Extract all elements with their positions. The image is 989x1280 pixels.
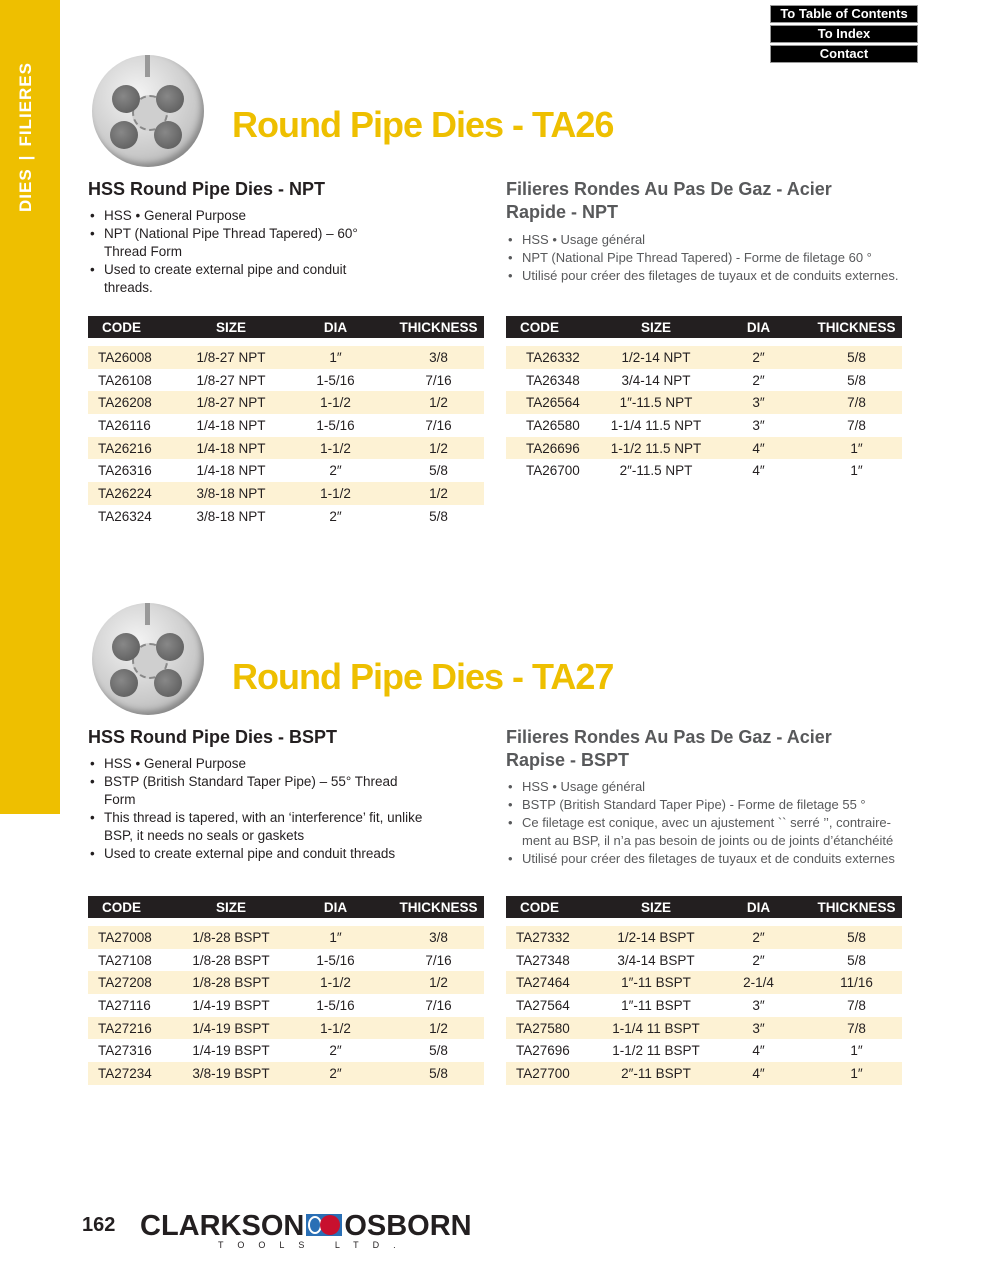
cell-dia: 2″ <box>329 508 342 524</box>
cell-size: 3/4-14 NPT <box>621 372 691 388</box>
table-header-row <box>88 896 484 918</box>
cell-thickness: 3/8 <box>393 926 484 949</box>
table-row <box>88 1062 484 1085</box>
column-header-code: CODE <box>88 316 184 338</box>
table-row <box>506 1062 902 1085</box>
cell-thickness: 7/8 <box>847 417 866 433</box>
cell-code: TA27116 <box>98 997 151 1013</box>
cell-size: 1/2-14 NPT <box>606 346 706 369</box>
table-row <box>88 369 484 392</box>
cell-dia: 4″ <box>752 463 765 479</box>
cell-thickness: 1/2 <box>393 482 484 505</box>
cell-dia: 2-1/4 <box>706 971 811 994</box>
cell-thickness: 1/2 <box>393 391 484 414</box>
section-title: Round Pipe Dies - TA27 <box>232 656 614 697</box>
cell-code: TA26216 <box>88 437 184 460</box>
cell-dia: 1-1/2 <box>278 1017 393 1040</box>
table-row <box>88 1017 484 1040</box>
cell-size: 1-1/4 11 BSPT <box>606 1017 706 1040</box>
table-row <box>88 1039 484 1062</box>
cell-dia: 1-1/2 <box>278 482 393 505</box>
cell-size: 3/8-18 NPT <box>184 482 278 505</box>
cell-thickness: 1/2 <box>393 971 484 994</box>
cell-dia: 1-1/2 <box>278 437 393 460</box>
cell-size: 1/4-19 BSPT <box>192 997 270 1013</box>
cell-thickness: 7/16 <box>425 372 452 388</box>
cell-thickness: 1″ <box>850 463 863 479</box>
section-title: Round Pipe Dies - TA26 <box>232 104 614 145</box>
cell-code: TA27208 <box>88 971 184 994</box>
cell-dia: 3″ <box>706 391 811 414</box>
column-header-code: CODE <box>88 896 184 918</box>
table-row <box>506 971 902 994</box>
cell-thickness: 5/8 <box>847 952 866 968</box>
column-header-size: SIZE <box>606 316 706 338</box>
table-row <box>88 971 484 994</box>
cell-thickness: 5/8 <box>429 1043 448 1059</box>
cell-thickness: 5/8 <box>393 1062 484 1085</box>
table-row <box>88 459 484 482</box>
cell-size: 1/4-18 NPT <box>196 463 266 479</box>
cell-size: 1-1/2 11 BSPT <box>612 1043 700 1059</box>
cell-size: 1/4-19 BSPT <box>192 1043 270 1059</box>
column-header-thickness: THICKNESS <box>393 316 484 338</box>
table-row <box>88 482 484 505</box>
table-row <box>506 346 902 369</box>
brand-tagline: TOOLS LTD. <box>218 1240 410 1250</box>
column-header-thickness: THICKNESS <box>393 896 484 918</box>
cell-dia: 2″ <box>752 952 765 968</box>
table-row <box>88 994 484 1017</box>
cell-dia: 2″ <box>329 463 342 479</box>
column-header-code: CODE <box>506 316 606 338</box>
cell-size: 1/2-14 BSPT <box>606 926 706 949</box>
cell-thickness: 5/8 <box>811 346 902 369</box>
sidebar-label-en: DIES <box>16 168 35 212</box>
cell-thickness: 1/2 <box>393 1017 484 1040</box>
table-row <box>506 369 902 392</box>
cell-size: 1/8-27 NPT <box>184 346 278 369</box>
table-row <box>88 926 484 949</box>
column-header-size: SIZE <box>606 896 706 918</box>
feature-list-fr <box>506 778 916 868</box>
table-row <box>88 949 484 972</box>
nav-links <box>770 5 918 65</box>
cell-dia: 1-5/16 <box>316 372 355 388</box>
cell-code: TA26324 <box>98 508 152 524</box>
cell-dia: 4″ <box>706 437 811 460</box>
column-header-dia: DIA <box>706 896 811 918</box>
cell-dia: 3″ <box>752 997 765 1013</box>
cell-code: TA26332 <box>506 346 606 369</box>
cell-code: TA26108 <box>98 372 152 388</box>
table-row <box>506 1039 902 1062</box>
cell-size: 1-1/2 11.5 NPT <box>606 437 706 460</box>
cell-thickness: 1″ <box>850 1043 863 1059</box>
cell-size: 1/4-18 NPT <box>184 437 278 460</box>
round-die-image <box>92 603 204 715</box>
column-header-size: SIZE <box>184 316 278 338</box>
cell-thickness: 11/16 <box>811 971 902 994</box>
section-heading-en: HSS Round Pipe Dies - NPT <box>88 179 326 199</box>
feature-list-fr <box>506 231 926 285</box>
cell-dia: 3″ <box>706 1017 811 1040</box>
index-link[interactable]: To Index <box>770 25 918 43</box>
cell-thickness: 5/8 <box>429 508 448 524</box>
table-row <box>506 459 902 482</box>
cell-thickness: 7/16 <box>425 417 452 433</box>
cell-dia: 1-1/2 <box>278 971 393 994</box>
cell-thickness: 7/16 <box>425 952 452 968</box>
table-row <box>88 437 484 460</box>
spec-table-ta26-right <box>506 316 902 482</box>
cell-size: 1/8-28 BSPT <box>192 952 270 968</box>
feature-list-en <box>88 755 428 863</box>
cell-dia: 1-5/16 <box>316 417 355 433</box>
column-header-thickness: THICKNESS <box>811 316 902 338</box>
table-row <box>88 505 484 528</box>
brand-name-left: CLARKSON <box>140 1210 305 1242</box>
table-of-contents-link[interactable]: To Table of Contents <box>770 5 918 23</box>
cell-code: TA27108 <box>98 952 152 968</box>
feature-list-en <box>88 207 398 297</box>
section-heading-fr: Filieres Rondes Au Pas De Gaz - Acier Rapise - BSPT <box>506 727 832 770</box>
feature-item: • HSS • Usage général <box>506 231 926 249</box>
cell-code: TA26116 <box>98 417 151 433</box>
table-row <box>506 1017 902 1040</box>
cell-code: TA26316 <box>98 463 152 479</box>
cell-size: 1-1/4 11.5 NPT <box>610 417 702 433</box>
contact-link[interactable]: Contact <box>770 45 918 63</box>
cell-size: 2″-11 BSPT <box>606 1062 706 1085</box>
cell-code: TA27316 <box>98 1043 152 1059</box>
cell-thickness: 5/8 <box>847 372 866 388</box>
cell-code: TA27564 <box>516 997 570 1013</box>
section-sidebar <box>0 0 60 814</box>
cell-code: TA27700 <box>506 1062 606 1085</box>
cell-dia: 4″ <box>706 1062 811 1085</box>
sidebar-label <box>16 62 36 212</box>
table-row <box>506 949 902 972</box>
table-row <box>88 414 484 437</box>
table-header-row <box>506 896 902 918</box>
cell-code: TA26580 <box>526 417 580 433</box>
spec-table-ta27-left <box>88 896 484 1085</box>
cell-thickness: 1″ <box>811 1062 902 1085</box>
cell-code: TA27580 <box>506 1017 606 1040</box>
cell-thickness: 7/8 <box>811 1017 902 1040</box>
column-header-thickness: THICKNESS <box>811 896 902 918</box>
brand-mark-icon <box>306 1214 342 1236</box>
table-row <box>506 437 902 460</box>
section-heading-fr: Filieres Rondes Au Pas De Gaz - Acier Rapide - NPT <box>506 179 832 222</box>
cell-thickness: 5/8 <box>811 926 902 949</box>
cell-size: 1″-11.5 NPT <box>606 391 706 414</box>
feature-item: • BSTP (British Standard Taper Pipe) – 55° Thread Form <box>88 773 428 809</box>
cell-code: TA27008 <box>88 926 184 949</box>
cell-size: 2″-11.5 NPT <box>619 463 693 479</box>
spec-table-ta26-left <box>88 316 484 528</box>
feature-item: • Utilisé pour créer des filetages de tuyaux et de conduits externes <box>506 850 916 868</box>
feature-item: • HSS • General Purpose <box>88 207 398 225</box>
cell-code: TA27332 <box>506 926 606 949</box>
table-row <box>506 994 902 1017</box>
cell-size: 1″-11 BSPT <box>606 971 706 994</box>
cell-code: TA26208 <box>88 391 184 414</box>
cell-thickness: 7/16 <box>425 997 452 1013</box>
cell-size: 1/8-28 BSPT <box>184 971 278 994</box>
cell-dia: 1-5/16 <box>316 997 355 1013</box>
table-row <box>506 414 902 437</box>
cell-dia: 1″ <box>278 346 393 369</box>
cell-thickness: 1/2 <box>393 437 484 460</box>
brand-name-right: OSBORN <box>344 1210 472 1242</box>
cell-size: 3/8-18 NPT <box>196 508 266 524</box>
feature-item: • BSTP (British Standard Taper Pipe) - Forme de filetage 55 ° <box>506 796 916 814</box>
feature-item: • HSS • Usage général <box>506 778 916 796</box>
cell-dia: 2″ <box>706 926 811 949</box>
cell-code: TA26564 <box>506 391 606 414</box>
column-header-size: SIZE <box>184 896 278 918</box>
table-header-row <box>506 316 902 338</box>
feature-item: • NPT (National Pipe Thread Tapered) - Forme de filetage 60 ° <box>506 249 926 267</box>
cell-code: TA27348 <box>516 952 570 968</box>
feature-item: • Utilisé pour créer des filetages de tuyaux et de conduits externes. <box>506 267 926 285</box>
cell-thickness: 7/8 <box>847 997 866 1013</box>
cell-size: 1/4-18 NPT <box>196 417 266 433</box>
cell-code: TA26696 <box>506 437 606 460</box>
table-row <box>88 346 484 369</box>
cell-dia: 4″ <box>752 1043 765 1059</box>
cell-thickness: 1″ <box>811 437 902 460</box>
sidebar-label-fr: FILIERES <box>16 62 35 147</box>
cell-dia: 2″ <box>752 372 765 388</box>
column-header-code: CODE <box>506 896 606 918</box>
brand-logo <box>140 1210 472 1243</box>
feature-item: • Used to create external pipe and conduit threads. <box>88 261 398 297</box>
cell-code: TA26224 <box>88 482 184 505</box>
cell-size: 3/4-14 BSPT <box>617 952 695 968</box>
column-header-dia: DIA <box>278 316 393 338</box>
cell-thickness: 3/8 <box>393 346 484 369</box>
cell-code: TA27696 <box>516 1043 570 1059</box>
page-number: 162 <box>82 1214 116 1236</box>
cell-size: 1″-11 BSPT <box>621 997 691 1013</box>
cell-dia: 1-1/2 <box>278 391 393 414</box>
cell-code: TA27464 <box>506 971 606 994</box>
feature-item: • Ce filetage est conique, avec un ajustement `` serré ’’, contraire-ment au BSP, il n’a pas besoin de joints ou de joints d’étanchéité <box>506 814 916 850</box>
cell-thickness: 7/8 <box>811 391 902 414</box>
cell-code: TA26700 <box>526 463 580 479</box>
cell-dia: 1-5/16 <box>316 952 355 968</box>
column-header-dia: DIA <box>278 896 393 918</box>
feature-item: • Used to create external pipe and conduit threads <box>88 845 428 863</box>
cell-code: TA26348 <box>526 372 580 388</box>
cell-code: TA27216 <box>88 1017 184 1040</box>
cell-dia: 1″ <box>278 926 393 949</box>
table-row <box>506 391 902 414</box>
section-heading-en: HSS Round Pipe Dies - BSPT <box>88 727 338 747</box>
feature-item: • NPT (National Pipe Thread Tapered) – 60° Thread Form <box>88 225 398 261</box>
table-row <box>88 391 484 414</box>
sidebar-separator: | <box>16 154 35 161</box>
cell-code: TA27234 <box>88 1062 184 1085</box>
cell-size: 1/8-28 BSPT <box>184 926 278 949</box>
round-die-image <box>92 55 204 167</box>
cell-size: 1/8-27 NPT <box>196 372 266 388</box>
cell-dia: 3″ <box>752 417 765 433</box>
cell-size: 1/4-19 BSPT <box>184 1017 278 1040</box>
table-header-row <box>88 316 484 338</box>
cell-dia: 2″ <box>706 346 811 369</box>
cell-code: TA26008 <box>88 346 184 369</box>
feature-item: • HSS • General Purpose <box>88 755 428 773</box>
column-header-dia: DIA <box>706 316 811 338</box>
cell-thickness: 5/8 <box>429 463 448 479</box>
table-row <box>506 926 902 949</box>
cell-dia: 2″ <box>278 1062 393 1085</box>
spec-table-ta27-right <box>506 896 902 1085</box>
cell-size: 3/8-19 BSPT <box>184 1062 278 1085</box>
feature-item: • This thread is tapered, with an ‘interference’ fit, unlike BSP, it needs no seals or gaskets <box>88 809 428 845</box>
cell-dia: 2″ <box>329 1043 342 1059</box>
cell-size: 1/8-27 NPT <box>184 391 278 414</box>
